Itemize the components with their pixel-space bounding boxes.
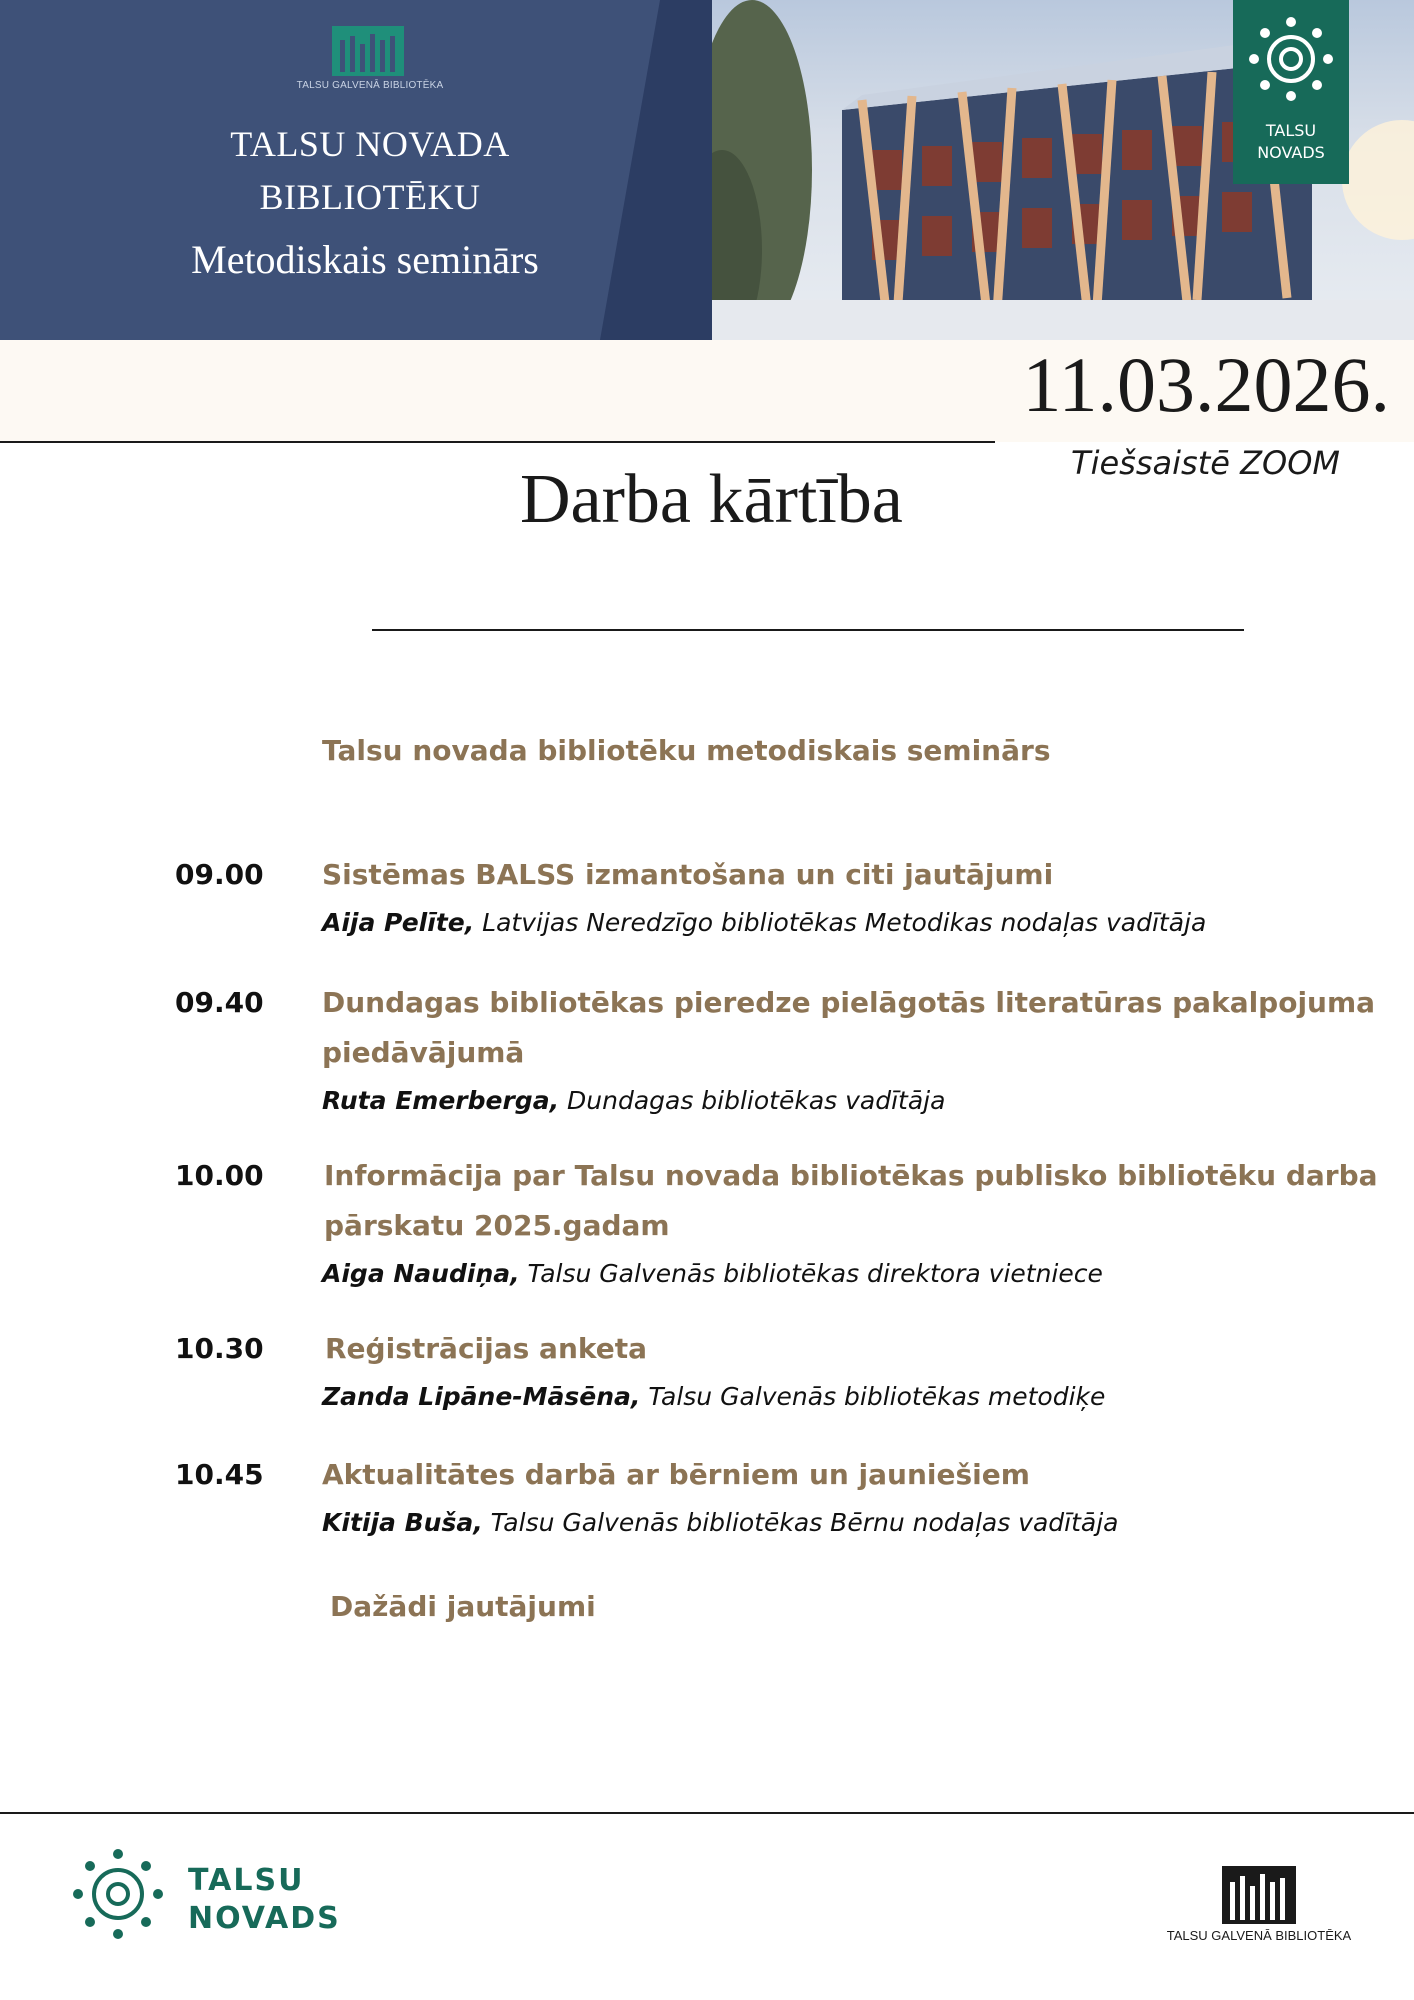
agenda-time: 09.00 (175, 858, 264, 891)
event-location: Tiešsaistē ZOOM (1071, 444, 1340, 482)
talsu-novads-emblem-icon (70, 1846, 166, 1942)
agenda-speaker (322, 1382, 1382, 1411)
badge-line2: NOVADS (1257, 143, 1325, 162)
speaker-name: Ruta Emerberga, (322, 1086, 560, 1115)
badge-text (1233, 120, 1349, 164)
talsu-novads-badge (1233, 0, 1349, 184)
agenda-time: 10.00 (175, 1159, 264, 1192)
seminar-title: Talsu novada bibliotēku metodiskais seminārs (322, 734, 1051, 767)
footer-brand-line1: TALSU (188, 1863, 305, 1898)
speaker-name: Aiga Naudiņa, (322, 1259, 520, 1288)
header-title-line2: BIBLIOTĒKU (259, 177, 481, 217)
talsu-novads-emblem-icon (1246, 14, 1336, 104)
agenda-topic: Sistēmas BALSS izmantošana un citi jautājumi (322, 858, 1054, 891)
library-caption: TALSU GALVENĀ BIBLIOTĒKA (296, 80, 444, 91)
agenda-heading: Darba kārtība (520, 461, 903, 538)
agenda-speaker (322, 1508, 1382, 1537)
speaker-role: Latvijas Neredzīgo bibliotēkas Metodikas nodaļas vadītāja (474, 908, 1207, 937)
speaker-name: Kitija Buša, (322, 1508, 483, 1537)
library-logo-icon (332, 26, 404, 76)
agenda-topic: Aktualitātes darbā ar bērniem un jauniešiem (322, 1458, 1030, 1491)
speaker-role: Talsu Galvenās bibliotēkas direktora vietniece (519, 1259, 1103, 1288)
top-divider (0, 441, 995, 443)
header-title (150, 118, 590, 224)
header-title-line1: TALSU NOVADA (230, 124, 510, 164)
speaker-role: Dundagas bibliotēkas vadītāja (559, 1086, 946, 1115)
speaker-name: Aija Pelīte, (322, 908, 475, 937)
heading-divider (372, 629, 1244, 631)
agenda-topic: Reģistrācijas anketa (325, 1332, 648, 1365)
agenda-time: 10.45 (175, 1458, 264, 1491)
agenda-topic: Dundagas bibliotēkas pieredze pielāgotās literatūras pakalpojuma piedāvājumā (322, 986, 1376, 1069)
speaker-role: Talsu Galvenās bibliotēkas Bērnu nodaļas vadītāja (482, 1508, 1119, 1537)
footer-brand-text (188, 1862, 341, 1938)
agenda-topic: Informācija par Talsu novada bibliotēkas publisko bibliotēku darba pārskatu 2025.gadam (324, 1159, 1378, 1242)
agenda-speaker (322, 1086, 1382, 1115)
agenda-time: 10.30 (175, 1332, 264, 1365)
header-banner (0, 0, 1414, 340)
library-logo-icon (1222, 1866, 1296, 1924)
agenda-time: 09.40 (175, 986, 264, 1019)
footer-brand-line2: NOVADS (188, 1901, 341, 1936)
closing-item: Dažādi jautājumi (330, 1590, 596, 1623)
header-subtitle: Metodiskais seminārs (191, 237, 539, 282)
agenda-speaker (322, 1259, 1382, 1288)
footer-library-caption: TALSU GALVENĀ BIBLIOTĒKA (1166, 1928, 1352, 1943)
footer-divider (0, 1812, 1414, 1814)
speaker-role: Talsu Galvenās bibliotēkas metodiķe (640, 1382, 1106, 1411)
speaker-name: Zanda Lipāne-Māsēna, (322, 1382, 641, 1411)
agenda-speaker (322, 908, 1382, 937)
badge-line1: TALSU (1265, 121, 1317, 140)
event-date: 11.03.2026. (1022, 341, 1390, 428)
